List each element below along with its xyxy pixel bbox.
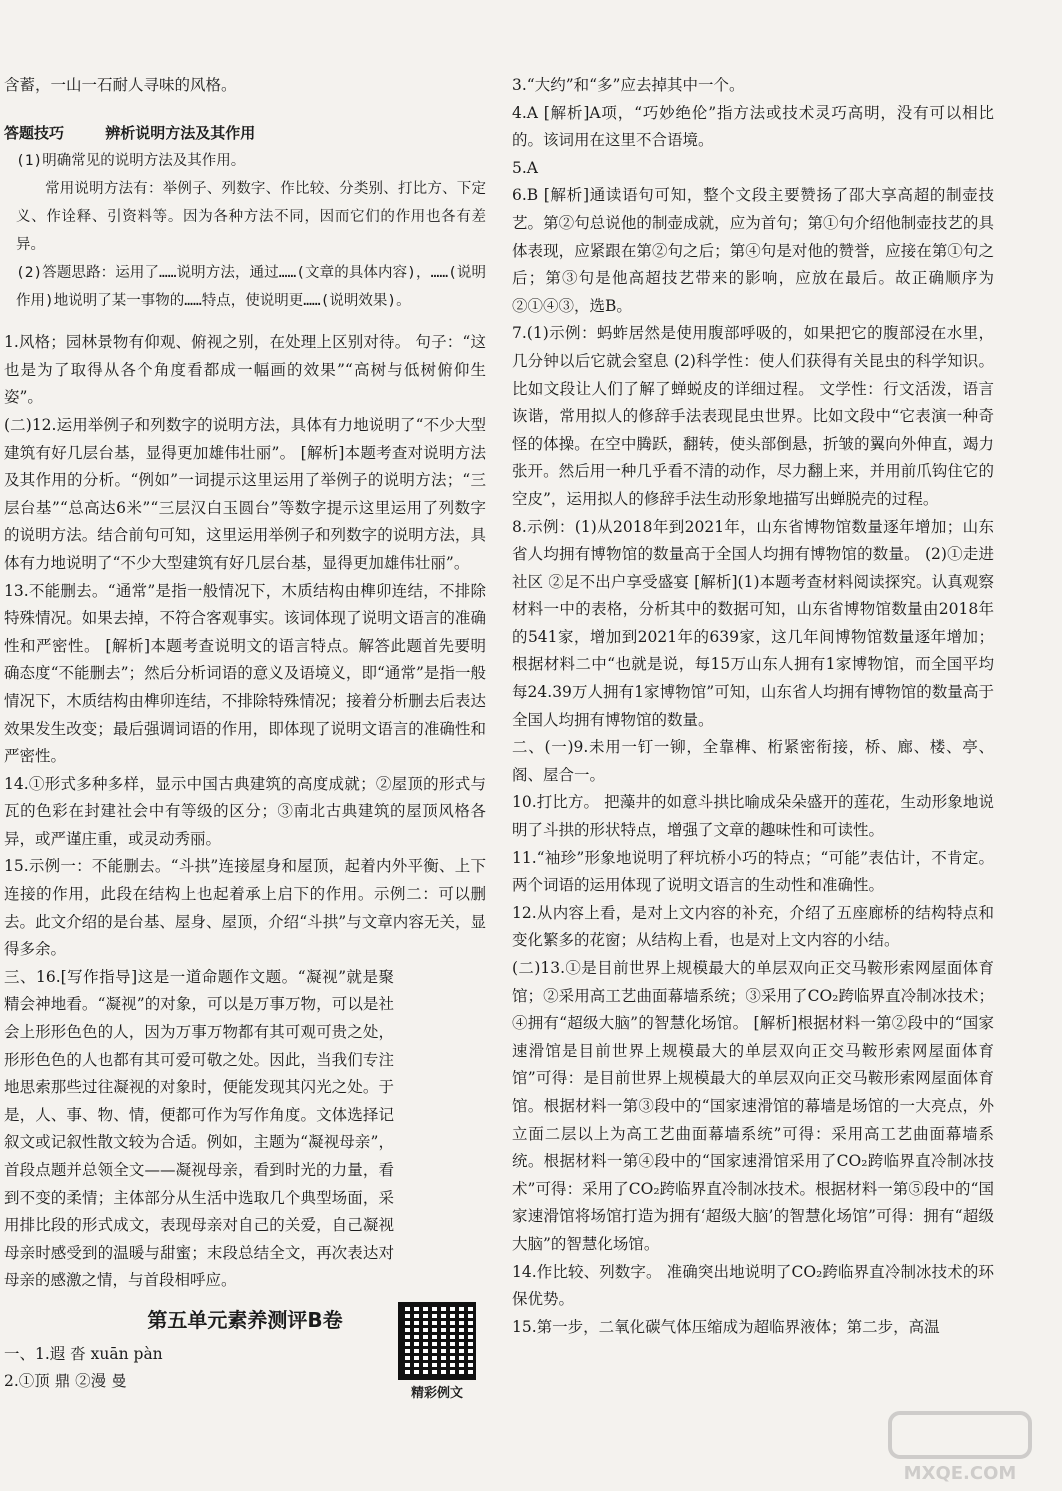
answer-item: 10.打比方。 把藻井的如意斗拱比喻成朵朵盛开的莲花，生动形象地说明了斗拱的形状特点，增强了文章的趣味性和可读性。 [512, 793, 994, 840]
answer-item: 14.①形式多种多样，显示中国古典建筑的高度成就；②屋顶的形式与瓦的色彩在封建社会中有等级的区分；③南北古典建筑的屋顶风格各异，或严谨庄重，或灵动秀丽。 [4, 774, 486, 848]
tip-label: 答题技巧 [4, 123, 65, 142]
unit-title: 第五单元素养测评B卷 [147, 1307, 343, 1332]
tip-line: 常用说明方法有：举例子、列数字、作比较、分类别、打比方、下定义、作诠释、引资料等。因为各种方法不同，因而它们的作用也各有差异。 [16, 181, 486, 254]
answer-item: 2.①顶 鼎 ②漫 曼 [4, 1372, 127, 1391]
answer-item: 14.作比较、列数字。 准确突出地说明了CO₂跨临界直冷制冰技术的环保优势。 [512, 1262, 994, 1309]
answer-item: 6.B [解析]通读语句可知，整个文段主要赞扬了邵大享高超的制壶技艺。第②句总说他的制壶成就，应为首句；第①句介绍他制壶技艺的具体表现，应紧跟在第②句之后；第④句是对他的赞誉，应接在第①句之后；第③句是他高超技艺带来的影响，应放在最后。故正确顺序为②①④③，选B。 [512, 186, 994, 315]
tip-line: (2)答题思路：运用了……说明方法，通过……(文章的具体内容)，……(说明作用)地说明了某一事物的……特点，使说明更……(说明效果)。 [16, 265, 486, 310]
answer-item: 15.第一步，二氧化碳气体压缩成为超临界液体；第二步，高温 [512, 1317, 940, 1336]
answer-list [4, 329, 486, 1295]
answer-item: 5.A [512, 158, 538, 177]
answer-item: 15.示例一：不能删去。“斗拱”连接屋身和屋顶，起着内外平衡、上下连接的作用，此段在结构上也起着承上启下的作用。示例二：可以删去。此文介绍的是台基、屋身、屋顶，介绍“斗拱”与文章内容无关，显得多余。 [4, 857, 486, 959]
tip-title: 辨析说明方法及其作用 [105, 123, 256, 142]
answer-item: 1.风格；园林景物有仰观、俯视之别，在处理上区别对待。 句子：“这也是为了取得从各个角度看都成一幅画的效果”“高树与低树俯仰生姿”。 [4, 333, 486, 407]
answer-item: 三、16.[写作指导]这是一道命题作文题。“凝视”就是聚精会神地看。“凝视”的对象，可以是万事万物，可以是社会上形形色色的人，因为万事万物都有其可观可贵之处，形形色色的人也都有其可爱可敬之处。因此，当我们专注地思索那些过往凝视的对象时，便能发现其闪光之处。于是，人、事、物、情，便都可作为写作角度。文体选择记叙文或记叙性散文较为合适。例如，主题为“凝视母亲”，首段点题并总领全文——凝视母亲，看到时光的力量，看到不变的柔情；主体部分从生活中选取几个典型场面，采用排比段的形式成文，表现母亲对自己的关爱，自己凝视母亲时感受到的温暖与甜蜜；末段总结全文，再次表达对母亲的感激之情，与首段相呼应。 [4, 967, 394, 1290]
tip-heading [4, 120, 486, 148]
watermark-text: MXQE.COM [903, 1463, 1017, 1484]
answer-item: 12.从内容上看，是对上文内容的补充，介绍了五座廊桥的结构特点和变化繁多的花窗；从结构上看，也是对上文内容的小结。 [512, 903, 994, 950]
answer-item: (二)13.①是目前世界上规模最大的单层双向正交马鞍形索网屋面体育馆；②采用高工艺曲面幕墙系统；③采用了CO₂跨临界直冷制冰技术；④拥有“超级大脑”的智慧化场馆。 [解析]根据材料一第②段中的“国家速滑馆是目前世界上规模最大的单层双向正交马鞍形索网屋面体育馆”可得：是目前世界上规模最大的单层双向正交马鞍形索网屋面体育馆。根据材料一第③段中的“国家速滑馆的幕墙是场馆的一大亮点，外立面二层以上为高工艺曲面幕墙系统”可得：采用高工艺曲面幕墙系统。根据材料一第④段中的“国家速滑馆采用了CO₂跨临界直冷制冰技术”可得：采用了CO₂跨临界直冷制冰技术。根据材料一第⑤段中的“国家速滑馆将场馆打造为拥有‘超级大脑’的智慧化场馆”可得：拥有“超级大脑”的智慧化场馆。 [512, 959, 994, 1253]
qr-label: 精彩例文 [410, 1386, 463, 1401]
qr-code[interactable] [398, 1302, 476, 1380]
answer-item: 7.(1)示例：蚂蚱居然是使用腹部呼吸的，如果把它的腹部浸在水里，几分钟以后它就会窒息 (2)科学性：使人们获得有关昆虫的科学知识。比如文段让人们了解了蝉蜕皮的详细过程。 文学性：行文活泼，语言诙谐，常用拟人的修辞手法表现昆虫世界。比如文段中“它表演一种奇怪的体操。在空中腾跃，翻转，使头部倒悬，折皱的翼向外伸直，竭力张开。然后用一种几乎看不清的动作，尽力翻上来，并用前爪钩住它的空皮”，运用拟人的修辞手法生动形象地描写出蝉脱壳的过程。 [512, 324, 994, 508]
answer-item: 13.不能删去。“通常”是指一般情况下，木质结构由榫卯连结，不排除特殊情况。如果去掉，不符合客观事实。该词体现了说明文语言的准确性和严密性。 [解析]本题考查说明文的语言特点。解答此题首先要明确态度“不能删去”；然后分析词语的意义及语境义，即“通常”是指一般情况下，木质结构由榫卯连结，不排除特殊情况；接着分析删去后表达效果发生改变；最后强调词语的作用，即体现了说明文语言的准确性和严密性。 [4, 581, 486, 766]
answer-item: (二)12.运用举例子和列数字的说明方法，具体有力地说明了“不少大型建筑有好几层台基，显得更加雄伟壮丽”。 [解析]本题考查对说明方法及其作用的分析。“例如”一词提示这里运用了举例子的说明方法；“三层台基”“总高达6米”“三层汉白玉圆台”等数字提示这里运用了列数字的说明方法。结合前句可知，这里运用举例子和列数字的说明方法，具体有力地说明了“不少大型建筑有好几层台基，显得更加雄伟壮丽”。 [4, 415, 486, 572]
answer-item: 11.“袖珍”形象地说明了秤坑桥小巧的特点；“可能”表估计，不肯定。两个词语的运用体现了说明文语言的生动性和准确性。 [512, 848, 994, 895]
tip-line: (1)明确常见的说明方法及其作用。 [16, 153, 246, 170]
tip-box [4, 147, 486, 315]
watermark-logo [870, 1407, 1050, 1487]
answer-item: 二、(一)9.未用一钉一铆，全靠榫、桁紧密衔接，桥、廊、楼、亭、阁、屋合一。 [512, 738, 994, 784]
right-column [512, 72, 994, 1341]
answer-item: 4.A [解析]A项，“巧妙绝伦”指方法或技术灵巧高明，没有可以相比的。该词用在这里不合语境。 [512, 103, 994, 150]
answer-item: 3.“大约”和“多”应去掉其中一个。 [512, 76, 745, 94]
left-column [4, 72, 486, 1396]
intro-line: 含蓄，一山一石耐人寻味的风格。 [4, 76, 237, 94]
answer-item: 一、1.遐 沓 xuān pàn [4, 1344, 163, 1363]
answer-item: 8.示例：(1)从2018年到2021年，山东省博物馆数量逐年增加；山东省人均拥有博物馆的数量高于全国人均拥有博物馆的数量。 (2)①走进社区 ②足不出户享受盛宴 [解析](1)本题考查材料阅读探究。认真观察材料一中的表格，分析其中的数据可知，山东省博物馆数量由2018年的541家，增加到2021年的639家，这几年间博物馆数量逐年增加；根据材料二中“也就是说，每15万山东人拥有1家博物馆，而全国平均每24.39万人拥有1家博物馆”可知，山东省人均拥有博物馆的数量高于全国人均拥有博物馆的数量。 [512, 517, 994, 729]
